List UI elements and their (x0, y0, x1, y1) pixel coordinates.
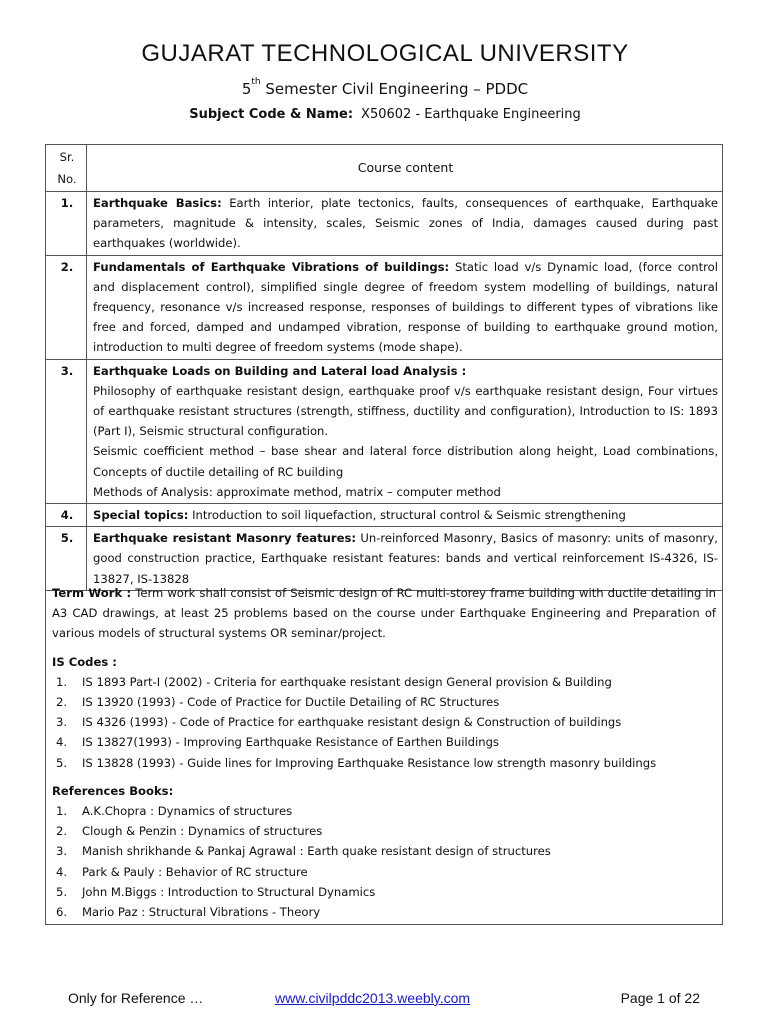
list-number: 5. (56, 884, 68, 899)
list-text: John M.Biggs : Introduction to Structural Dynamics (82, 884, 376, 899)
course-content-header: Course content (87, 145, 723, 192)
row-content (87, 192, 723, 256)
topic-text: Un-reinforced Masonry, Basics of masonry: units of masonry, good construction practice, Earthquake resistant features: bands and vertical reinforcement IS-4326, IS-13827, IS-13828 (93, 531, 718, 586)
topic-text: Earth interior, plate tectonics, faults, consequences of earthquake, Earthquake parameters, magnitude & intensity, scales, Seismic zones of India, damages caused during past earthquakes (worldwide). (93, 196, 718, 251)
page-number: Page 1 of 22 (620, 990, 700, 1006)
table-row (46, 192, 723, 256)
list-item (52, 732, 716, 752)
row-number: 4. (46, 504, 87, 527)
sr-header: Sr. (59, 150, 75, 164)
subject-label: Subject Code & Name: (189, 107, 354, 122)
list-number: 2. (56, 695, 68, 710)
list-number: 6. (56, 905, 68, 920)
list-number: 5. (56, 755, 68, 770)
list-text: Park & Pauly : Behavior of RC structure (82, 864, 308, 879)
additional-info-box (45, 577, 723, 925)
term-work-label: Term Work : (52, 586, 132, 600)
list-text: Manish shrikhande & Pankaj Agrawal : Earth quake resistant design of structures (82, 844, 551, 859)
topic-paragraph: Philosophy of earthquake resistant design, earthquake proof v/s earthquake resistant design, Four virtues of earthquake resistant structures (strength, stiffness, ductility and configuration), Introduction to IS: 1893 (Part I), Seismic structural configuration. (93, 383, 718, 439)
references-list (52, 801, 716, 922)
topic-title: Earthquake resistant Masonry features: (93, 531, 356, 546)
list-text: A.K.Chopra : Dynamics of structures (82, 804, 293, 819)
university-title: GUJARAT TECHNOLOGICAL UNIVERSITY (141, 40, 629, 67)
list-item (52, 821, 716, 841)
subject-line (0, 107, 770, 122)
list-text: IS 13920 (1993) - Code of Practice for Ductile Detailing of RC Structures (82, 695, 500, 710)
is-codes-title: IS Codes : (52, 654, 117, 669)
semester-superscript: th (251, 77, 261, 87)
list-item (52, 882, 716, 902)
list-number: 3. (56, 844, 68, 859)
topic-title: Earthquake Basics: (93, 196, 222, 210)
topic-text: Static load v/s Dynamic load, (force control and displacement control), simplified single degree of freedom system modelling of buildings, natural frequency, resonance v/s increased response, responses of buildings to different types of vibrations like free and forced, damped and undamped vibration, response of building to earthquake ground motion, introduction to multi degree of freedom systems (mode shape). (93, 259, 718, 355)
row-number: 2. (46, 255, 87, 359)
list-item (52, 841, 716, 861)
topic-title: Special topics: (93, 508, 189, 523)
term-work-text: Term work shall consist of Seismic design of RC multi-storey frame building with ductile detailing in A3 CAD drawings, at least 25 problems based on the course under Earthquake Engineering and Preparation of various models of structural systems OR seminar/project. (52, 586, 716, 641)
list-text: IS 13827(1993) - Improving Earthquake Resistance of Earthen Buildings (82, 735, 499, 750)
list-item (52, 672, 716, 692)
is-codes-list (52, 672, 716, 773)
semester-number: 5 (241, 80, 252, 98)
topic-title: Fundamentals of Earthquake Vibrations of buildings: (93, 259, 450, 274)
list-text: IS 4326 (1993) - Code of Practice for earthquake resistant design & Construction of buildings (82, 715, 622, 730)
list-number: 2. (56, 824, 68, 839)
term-work (52, 583, 716, 644)
page-footer (0, 990, 770, 1010)
footer-note: Only for Reference … (68, 990, 204, 1006)
list-item (52, 753, 716, 773)
semester-text: Semester Civil Engineering – PDDC (260, 80, 529, 98)
table-row (46, 255, 723, 359)
table-header-row (46, 145, 723, 192)
row-number: 3. (46, 359, 87, 503)
no-header: No. (57, 172, 77, 186)
list-item (52, 712, 716, 732)
website-link[interactable]: www.civilpddc2013.weebly.com (275, 990, 471, 1006)
list-item (52, 902, 716, 922)
topic-text: Introduction to soil liquefaction, structural control & Seismic strengthening (188, 508, 626, 523)
table-row (46, 359, 723, 503)
row-number: 1. (46, 192, 87, 256)
row-number: 5. (46, 527, 87, 591)
table-row (46, 504, 723, 527)
sr-no-header (46, 145, 87, 192)
list-number: 3. (56, 715, 68, 730)
list-text: Mario Paz : Structural Vibrations - Theory (82, 905, 321, 920)
topic-paragraph: Seismic coefficient method – base shear and lateral force distribution along height, Load combinations, Concepts of ductile detailing of RC building (93, 444, 718, 479)
references-title: References Books: (52, 783, 174, 798)
topic-paragraph: Methods of Analysis: approximate method, matrix – computer method (93, 484, 501, 499)
list-item (52, 692, 716, 712)
list-item (52, 862, 716, 882)
course-content-table (45, 144, 723, 591)
row-content (87, 255, 723, 359)
list-number: 1. (56, 674, 68, 689)
subject-value: X50602 - Earthquake Engineering (361, 107, 581, 122)
row-content (87, 359, 723, 503)
row-content (87, 504, 723, 527)
list-number: 4. (56, 864, 68, 879)
topic-title: Earthquake Loads on Building and Lateral load Analysis : (93, 363, 467, 378)
list-number: 4. (56, 735, 68, 750)
list-item (52, 801, 716, 821)
list-text: Clough & Penzin : Dynamics of structures (82, 824, 323, 839)
list-number: 1. (56, 804, 68, 819)
semester-subtitle (0, 77, 770, 98)
list-text: IS 13828 (1993) - Guide lines for Improving Earthquake Resistance low strength masonry buildings (82, 755, 657, 770)
list-text: IS 1893 Part-I (2002) - Criteria for earthquake resistant design General provision & Building (82, 674, 612, 689)
